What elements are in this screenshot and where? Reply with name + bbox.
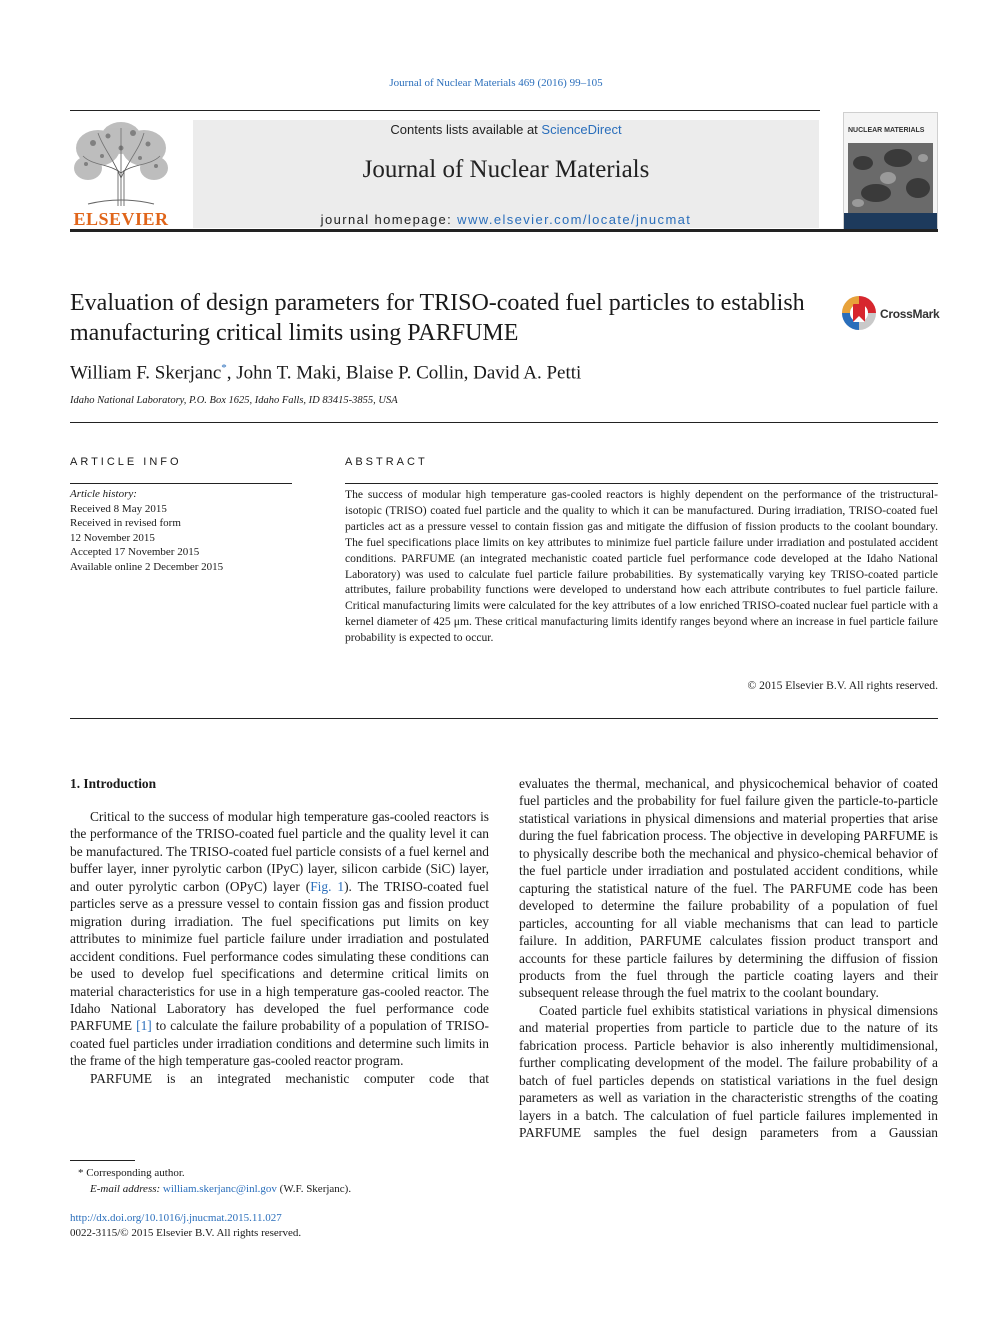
cover-title: NUCLEAR MATERIALS — [848, 127, 925, 134]
cover-micrograph-icon — [848, 143, 933, 213]
abstract-bottom-rule — [70, 718, 938, 719]
section-heading-introduction: 1. Introduction — [70, 776, 157, 791]
body-column-left — [70, 808, 489, 1087]
footnote-rule — [70, 1160, 135, 1161]
email-line — [70, 1181, 351, 1197]
paragraph: PARFUME is an integrated mechanistic computer code that — [90, 1070, 489, 1086]
crossmark-label: CrossMark — [880, 307, 940, 321]
authors-rest: , John T. Maki, Blaise P. Collin, David A. Petti — [226, 362, 582, 384]
footnote — [70, 1165, 351, 1197]
elsevier-logo[interactable] — [68, 118, 174, 230]
paragraph — [70, 808, 489, 1070]
homepage-line — [193, 212, 819, 227]
sciencedirect-link[interactable]: ScienceDirect — [541, 122, 622, 137]
header-rule-top — [70, 110, 820, 111]
abstract-text: The success of modular high temperature gas-cooled reactors is highly dependent on the performance of the tristructural-isotopic (TRISO) coated fuel particle and the quality to which it can be manufactured. During irradiation, TRISO-coated fuel particles act as a pressure vessel to contain fission gas and mitigate the diffusion of fission products to the coolant boundary. The fuel specifications place limits on key attributes to minimize fuel particle failure under irradiation and postulated accident conditions. PARFUME (an integrated mechanistic coated particle fuel performance code developed at the Idaho National Laboratory) was used to calculate fuel particle failure probabilities. By systematically varying key TRISO-coated particle attributes, failure probability functions were developed to understand how each attribute contributes to fuel particle failure. Critical manufacturing limits were calculated for the key attributes of a low enriched TRISO-coated nuclear fuel particle with a kernel diameter of 425 μm. These critical manufacturing limits identify ranges beyond where an increase in fuel particle failure probability is expected to occur. — [345, 488, 938, 645]
paragraph: Coated particle fuel exhibits statistical variations in physical dimensions and material properties from particle to particle due to the nature of its fabrication process. Particle behavior is also inherently multidimensional, further complicating development of the model. The failure probability of a batch of fuel particles depends on statistical variations in the fuel design parameters as well as variation in the characteristic strengths of the coating layers in a batch. The calculation of fuel particle failures implemented in PARFUME samples the fuel design parameters from a Gaussian — [519, 1002, 938, 1141]
contents-line — [193, 122, 819, 137]
abstract-rule — [345, 483, 938, 484]
author-list — [70, 362, 870, 384]
abstract-copyright: © 2015 Elsevier B.V. All rights reserved. — [747, 679, 938, 692]
article-history — [70, 487, 295, 574]
author-corresponding: William F. Skerjanc — [70, 362, 222, 384]
affiliation-rule — [70, 422, 938, 423]
paragraph-text: ). The TRISO-coated fuel particles serve as a pressure vessel to contain fission gas and fission product migration during irradiation. The fuel specifications put limits on key attributes to minimize fuel particle failure under irradiation and postulated accident conditions. Fuel performance codes simulating these conditions can be used to develop fuel specifications and determine critical limits on material characteristics for use in a high temperature gas-cooled reactor. The Idaho National Laboratory has developed the fuel performance code PARFUME — [70, 878, 489, 1034]
issn-copyright: 0022-3115/© 2015 Elsevier B.V. All rights reserved. — [70, 1227, 302, 1239]
doi-link[interactable]: http://dx.doi.org/10.1016/j.jnucmat.2015.11.027 — [70, 1212, 282, 1224]
email-suffix: (W.F. Skerjanc). — [276, 1183, 352, 1195]
paragraph-text: to calculate the failure probability of a population of TRISO-coated fuel particles under irradiation conditions and determine such limits in the frame of the high temperature gas-cooled reactor program. — [70, 1018, 489, 1069]
history-item: Available online 2 December 2015 — [70, 560, 224, 573]
journal-title[interactable]: Journal of Nuclear Materials — [362, 156, 650, 183]
crossmark-icon — [840, 294, 878, 332]
homepage-prefix: journal homepage: — [320, 212, 458, 227]
article-info-heading: ARTICLE INFO — [70, 456, 182, 468]
journal-citation[interactable]: Journal of Nuclear Materials 469 (2016) 99–105 — [389, 77, 603, 89]
homepage-link[interactable]: www.elsevier.com/locate/jnucmat — [457, 212, 692, 227]
history-item: Accepted 17 November 2015 — [70, 546, 200, 558]
elsevier-wordmark: ELSEVIER — [73, 209, 169, 229]
paragraph: evaluates the thermal, mechanical, and physicochemical behavior of coated fuel particles and the probability for fuel failure given the particle-to-particle statistical variations in physical dimensions and material properties that arise during the fuel fabrication process. The objective in developing PARFUME is to physically describe both the mechanical and physico-chemical behavior of the fuel particle under irradiation and postulated accident conditions, while capturing the statistical nature of the fuel. The PARFUME code has been developed to determine the failure probability of a population of fuel particles, accounting for all viable mechanisms that can lead to particle failure. In addition, PARFUME calculates fission product transport and accounts for these particle failures by determining the diffusion of fission products from the fuel through the particle coating layers and their subsequent release through the fuel matrix to the coolant boundary. — [519, 776, 938, 1001]
abstract-heading: ABSTRACT — [345, 456, 428, 468]
email-link[interactable]: william.skerjanc@inl.gov — [162, 1183, 277, 1195]
article-title: Evaluation of design parameters for TRISO-coated fuel particles to establish manufacturing critical limits using PARFUME — [70, 290, 805, 346]
reference-link[interactable]: [1] — [136, 1018, 152, 1034]
cover-footer-band — [844, 213, 937, 229]
history-label: Article history: — [70, 488, 137, 500]
affiliation: Idaho National Laboratory, P.O. Box 1625, Idaho Falls, ID 83415-3855, USA — [70, 395, 398, 406]
email-label: E-mail address: — [90, 1183, 163, 1195]
history-item: 12 November 2015 — [70, 531, 155, 544]
journal-cover-thumbnail[interactable] — [843, 112, 938, 230]
body-column-right — [519, 775, 938, 1142]
corresponding-marker[interactable]: * — [221, 362, 227, 374]
figure-link[interactable]: Fig. 1 — [310, 878, 345, 894]
history-item: Received in revised form — [70, 517, 181, 529]
history-item: Received 8 May 2015 — [70, 502, 167, 515]
corresponding-author-note: * Corresponding author. — [78, 1167, 185, 1179]
paragraph-text: Critical to the success of modular high temperature gas-cooled reactors is the performance of the TRISO-coated fuel particle and the quality level it can be manufactured. The TRISO-coated fuel particle consists of a fuel kernel and buffer layer, inner pyrolytic carbon (IPyC) layer, silicon carbide (SiC) layer, and outer pyrolytic carbon (OPyC) layer ( — [70, 809, 489, 894]
header-rule-thick — [70, 229, 938, 232]
crossmark-badge[interactable] — [840, 294, 940, 334]
article-info-rule — [70, 483, 292, 484]
elsevier-tree-icon — [68, 118, 174, 208]
contents-prefix: Contents lists available at — [390, 122, 542, 137]
journal-masthead — [193, 120, 819, 228]
